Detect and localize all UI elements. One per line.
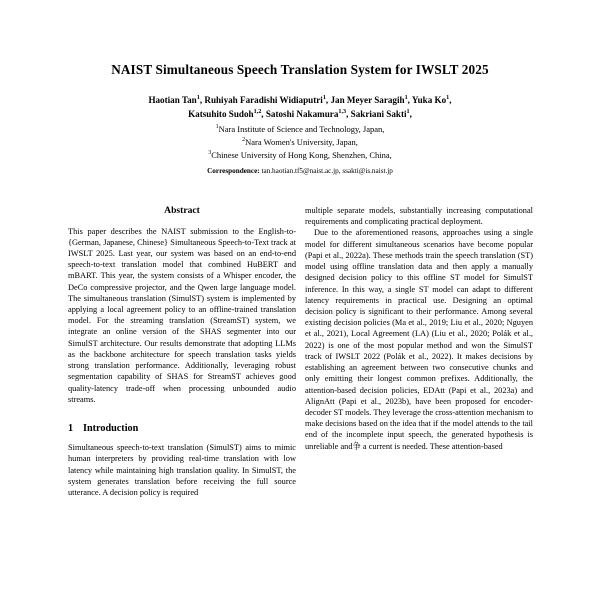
correspondence-emails: tan.haotian.tf5@naist.ac.jp, ssakti@is.naist.jp [261,167,393,176]
introduction-paragraph: Simultaneous speech-to-text translation (SimulST) aims to mimic human interpreters by providing real-time translation with low latency while maintaining high translation quality. In SimulST, the system generates translation before receiving the full source utterance. A decision policy is required [68,443,296,498]
author-affiliation-marker: 1,2 [253,107,262,115]
two-column-body [0,205,600,600]
section-number: 1 [68,423,74,434]
author-name: Ruhiyah Faradishi Widiaputri [204,94,323,105]
author-entry: Haotian Tan$^1$, [148,93,203,105]
author-affiliation-marker: 1 [322,93,326,101]
affiliation-marker: 1 [215,123,219,130]
author-affiliation-marker: 1 [404,93,408,101]
abstract-text: This paper describes the NAIST submission to the English-to-{German, Japanese, Chinese} Simultaneous Speech-to-Text track at IWSLT 2025. Last year, our system was based on an end-to-end speech-to-text translation model that combined HuBERT and mBART. This year, the system consists of a Whisper encoder, the DeCo compressive projector, and the Qwen large language model. The simultaneous translation (SimulST) system is implemented by applying a local agreement policy to an offline-trained translation model. For the streaming translation (StreamST) system, we integrate an online version of the SHAS segmenter into our SimulST architecture. Our results demonstrate that adopting LLMs as the backbone architecture for speech translation tasks yields strong translation performance. Additionally, leveraging robust segmentation capability of SHAS for StreamST achieves good quality-latency trade-off when processing unbounded audio streams. [68,226,296,404]
right-column [305,205,533,600]
author-entry: Ruhiyah Faradishi Widiaputri$^1$, [204,93,329,105]
affiliation-marker: 2 [242,136,246,143]
page-title: NAIST Simultaneous Speech Translation System for IWSLT 2025 [111,62,489,77]
author-affiliation-marker: 1,3 [338,107,347,115]
abstract-heading: Abstract [164,205,200,216]
author-entry: Katsuhito Sudoh$^{1,2}$, [188,107,264,119]
author-affiliation-marker: 1 [196,93,200,101]
affiliation-marker: 3 [208,149,212,156]
author-name: Katsuhito Sudoh [188,108,254,119]
author-entry: Jan Meyer Saragih$^1$, [330,93,410,105]
section-heading-introduction [68,405,296,442]
author-entry: Satoshi Nakamura$^{1,3}$, [265,107,349,119]
correspondence-label: Correspondence: [207,167,260,176]
section-title: Introduction [83,423,139,434]
author-list [0,79,600,121]
continued-paragraph: multiple separate models, substantially increasing computational requirements and complicating practical deployment. [305,206,533,227]
correspondence [0,161,600,176]
affiliation-item [60,123,540,136]
body-paragraph: Due to the aforementioned reasons, approaches using a single model for different simultaneous scenarios have become popular (Papi et al., 2022a). These methods train the speech translation (ST) model using offline translation data and then apply a manually designed decision policy to this offline ST model for SimulST inference. In this way, a single ST model can adapt to different latency requirements in practical use. Designing an optimal decision policy is significant to their performance. Among several existing decision policies (Ma et al., 2019; Liu et al., 2020; Nguyen et al., 2021), Local Agreement (LA) (Liu et al., 2020; Polák et al., 2022) is one of the most popular method and won the SimulST track of IWSLT 2022 (Polák et al., 2022). It makes decisions by establishing an agreement between two consecutive chunks and only emitting their longest common prefixes. Additionally, the attention-based decision policies, EDAtt (Papi et al., 2023a) and AlignAtt (Papi et al., 2023b), have been proposed for encoder-decoder ST models. They leverage the cross-attention mechanism to make decisions based on the idea that if the model attends to the tail end of the incomplete input speech, the generated hypothesis is unreliable and争 a current is needed. These attention-based [305,228,533,451]
author-name: Haotian Tan [148,94,197,105]
affiliation-item [60,136,540,149]
affiliation-item [60,149,540,162]
affiliation-text: Nara Institute of Science and Technology, Japan, [218,123,385,134]
author-name: Jan Meyer Saragih [330,94,405,105]
author-affiliation-marker: 1 [446,93,450,101]
author-name: Sakriani Sakti [350,108,407,119]
author-affiliation-marker: 1 [406,107,410,115]
affiliation-list [0,121,600,162]
author-entry: Sakriani Sakti$^1$, [350,107,412,119]
author-name: Satoshi Nakamura [265,108,339,119]
author-name: Yuka Ko [411,94,447,105]
affiliation-text: Chinese University of Hong Kong, Shenzhen, China, [211,149,392,160]
affiliation-text: Nara Women's University, Japan, [245,136,358,147]
left-column [68,205,296,600]
author-entry: Yuka Ko$^1$, [411,93,452,105]
